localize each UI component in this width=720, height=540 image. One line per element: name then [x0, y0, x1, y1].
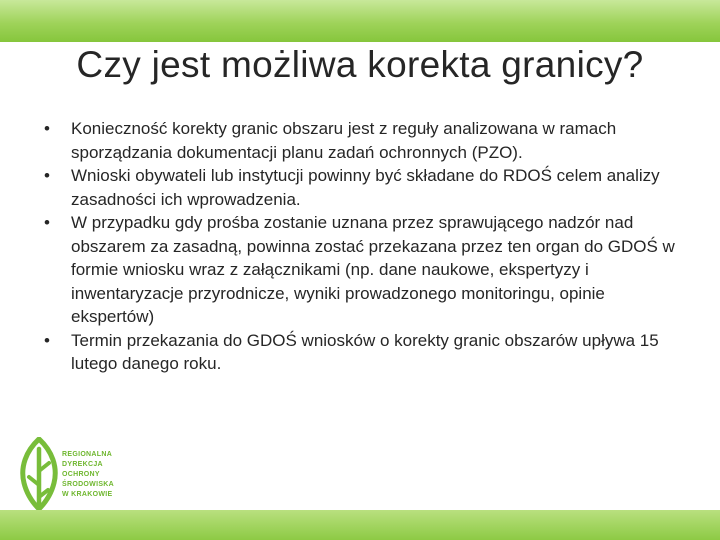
logo-line: OCHRONY	[62, 471, 100, 478]
bullet-item	[40, 211, 680, 329]
bullet-text: Konieczność korekty granic obszaru jest z reguły analizowana w ramach sporządzania dokumentacji planu zadań ochronnych (PZO).	[71, 119, 617, 162]
bullet-item	[40, 117, 680, 164]
bullet-marker: •	[44, 330, 50, 350]
bullet-item	[40, 329, 680, 376]
bullet-marker: •	[44, 213, 50, 232]
bullet-list	[40, 117, 680, 376]
slide-title: Czy jest możliwa korekta granicy?	[76, 44, 644, 85]
logo-line: DYREKCJA	[62, 461, 103, 468]
top-decorative-bar	[0, 0, 720, 42]
leaf-icon	[18, 437, 60, 521]
bullet-marker: •	[44, 119, 50, 138]
logo-text	[62, 450, 114, 500]
bottom-decorative-bar	[0, 510, 720, 540]
logo-line: W KRAKOWIE	[62, 491, 113, 498]
logo-line: ŚRODOWISKA	[62, 481, 114, 488]
bullet-item	[40, 164, 680, 211]
bullet-marker: •	[44, 166, 50, 185]
rdos-logo	[18, 437, 138, 521]
logo-line: REGIONALNA	[62, 451, 113, 458]
bullet-text: W przypadku gdy prośba zostanie uznana przez sprawującego nadzór nad obszarem za zasadną, powinna zostać przekazana przez ten organ do GDOŚ w formie wniosku wraz z załącznikami (np. dane naukowe, ekspertyzy i inwentaryzacje przyrodnicze, wyniki prowadzonego monitoringu, opinie ekspertów)	[71, 213, 675, 326]
bullet-text: Wnioski obywateli lub instytucji powinny być składane do RDOŚ celem analizy zasadności ich wprowadzenia.	[71, 166, 660, 209]
bullet-text: Termin przekazania do GDOŚ wniosków o korekty granic obszarów upływa 15 lutego danego roku.	[71, 330, 659, 373]
